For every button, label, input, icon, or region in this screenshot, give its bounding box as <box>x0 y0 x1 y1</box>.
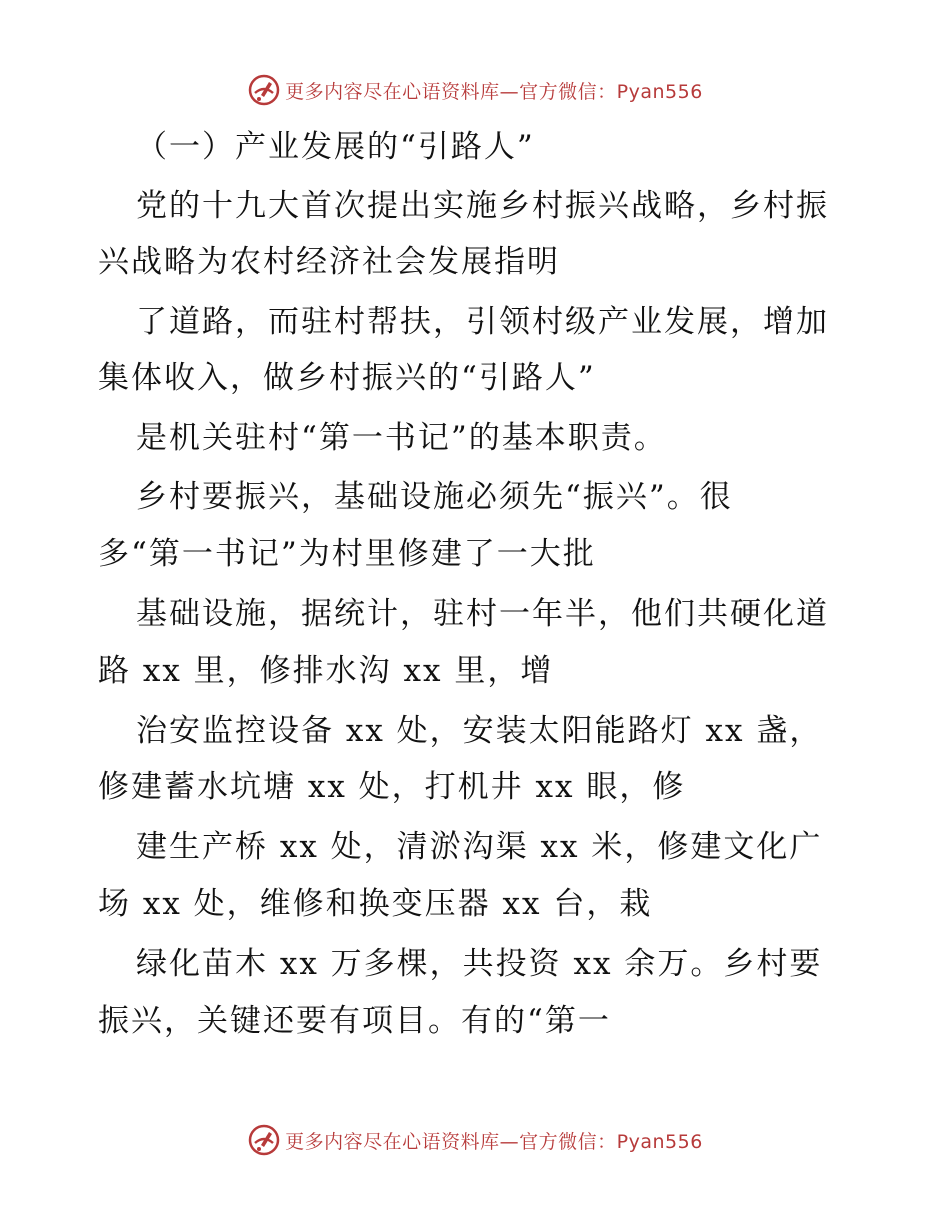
document-line: 基础设施，据统计，驻村一年半，他们共硬化道 <box>136 596 829 632</box>
document-line: 建生产桥 xx 处，清淤沟渠 xx 米，修建文化广 <box>136 829 823 865</box>
document-line: 兴战略为农村经济社会发展指明 <box>98 244 560 280</box>
document-line: 乡村要振兴，基础设施必须先“振兴”。很 <box>136 479 733 515</box>
document-line: 路 xx 里，修排水沟 xx 里，增 <box>98 653 554 689</box>
header-banner <box>0 72 950 108</box>
document-line: 振兴，关键还要有项目。有的“第一 <box>98 1003 611 1039</box>
document-line: 集体收入，做乡村振兴的“引路人” <box>98 360 596 396</box>
document-line: 党的十九大首次提出实施乡村振兴战略，乡村振 <box>136 188 829 224</box>
document-line: 场 xx 处，维修和换变压器 xx 台，栽 <box>98 886 653 922</box>
document-line: 是机关驻村“第一书记”的基本职责。 <box>136 420 667 456</box>
document-line: 绿化苗木 xx 万多棵，共投资 xx 余万。乡村要 <box>136 946 823 982</box>
book-pen-logo-icon <box>247 1123 281 1157</box>
footer-banner-text: 更多内容尽在心语资料库—官方微信：Pyan556 <box>285 1130 703 1153</box>
book-pen-logo-icon <box>247 73 281 107</box>
document-line: （一）产业发展的“引路人” <box>136 129 535 165</box>
document-line: 了道路，而驻村帮扶，引领村级产业发展，增加 <box>136 304 829 340</box>
document-line: 多“第一书记”为村里修建了一大批 <box>98 536 596 572</box>
document-line: 修建蓄水坑塘 xx 处，打机井 xx 眼，修 <box>98 769 686 805</box>
footer-banner <box>0 1122 950 1158</box>
document-line: 治安监控设备 xx 处，安装太阳能路灯 xx 盏， <box>136 713 823 749</box>
header-banner-text: 更多内容尽在心语资料库—官方微信：Pyan556 <box>285 80 703 103</box>
